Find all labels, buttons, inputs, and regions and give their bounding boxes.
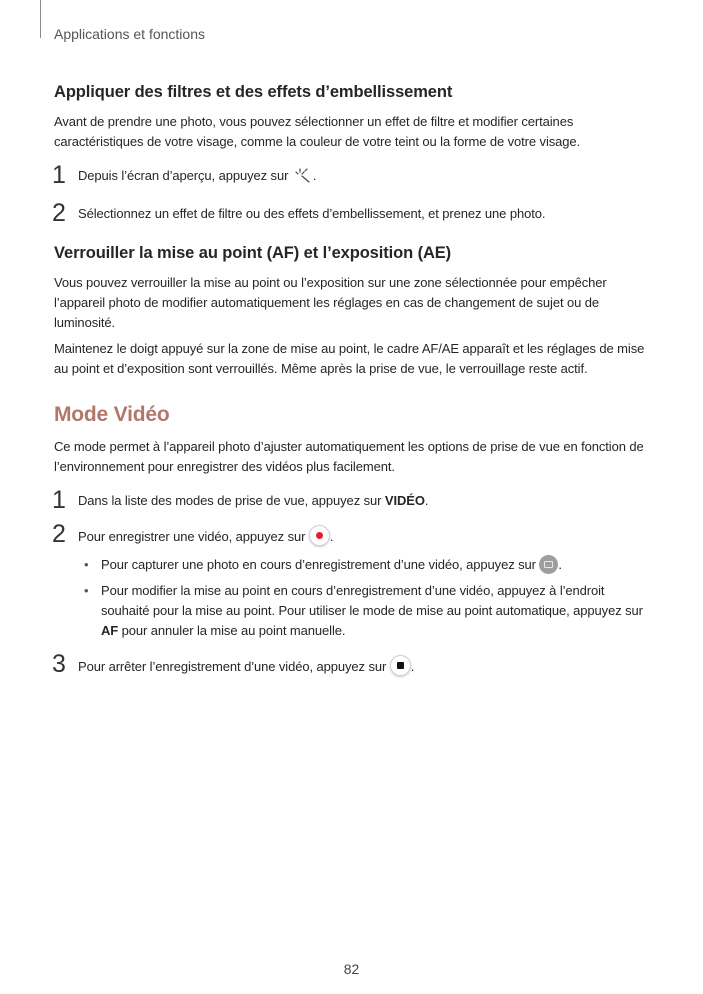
step-text-after: .: [424, 493, 429, 508]
filters-intro: Avant de prendre une photo, vous pouvez sélectionner un effet de filtre et modifier certaines caractéristiques de votre visage, comme la couleur de votre teint ou la forme de votre visage.: [54, 114, 581, 149]
step-number: 2: [52, 520, 66, 548]
section-heading-filters: Appliquer des filtres et des effets d’embellissement: [54, 83, 453, 101]
step-text: [78, 489, 428, 511]
step-number: 1: [52, 486, 66, 514]
filters-step-2: [52, 199, 649, 227]
camera-icon: [544, 561, 553, 568]
video-step-2-bullets: [80, 555, 649, 641]
filters-step-1: [52, 161, 649, 190]
step-text: [78, 164, 316, 190]
bullet-focus: [80, 581, 649, 641]
step-text-before: Pour enregistrer une vidéo, appuyez sur: [78, 529, 306, 544]
step-number: 2: [52, 199, 66, 227]
step-text-after: .: [410, 659, 415, 674]
step-text-before: Pour arrêter l’enregistrement d’une vidéo, appuyez sur: [78, 659, 387, 674]
stop-button-icon: [390, 655, 411, 676]
page-number: 82: [343, 961, 360, 977]
bullet-text-after: pour annuler la mise au point manuelle.: [121, 623, 346, 638]
bullet-dot: •: [84, 583, 89, 598]
record-dot-icon: [316, 532, 323, 539]
bullet-text-before: Pour capturer une photo en cours d’enregistrement d’une vidéo, appuyez sur: [101, 557, 536, 572]
video-step-1: [52, 486, 649, 514]
video-step-3: [52, 650, 649, 678]
step-text: Sélectionnez un effet de filtre ou des effets d’embellissement, et prenez une photo.: [78, 206, 546, 221]
video-step-2: [52, 520, 649, 548]
step-number: 1: [52, 161, 66, 189]
step-text-before: Depuis l’écran d’aperçu, appuyez sur: [78, 168, 289, 183]
bullet-text-after: .: [558, 557, 562, 572]
video-mode-label: VIDÉO: [384, 493, 425, 508]
mode-video-intro: Ce mode permet à l’appareil photo d’ajuster automatiquement les options de prise de vue en fonction de l’environnement pour enregistrer des vidéos plus facilement.: [54, 439, 644, 474]
stop-square-icon: [397, 662, 404, 669]
step-text-after: .: [329, 529, 334, 544]
bullet-dot: •: [84, 557, 89, 572]
step-text-before: Dans la liste des modes de prise de vue, appuyez sur: [78, 493, 382, 508]
page-margin-rule: [40, 0, 41, 38]
mode-video-heading: Mode Vidéo: [54, 403, 170, 426]
step-number: 3: [52, 650, 66, 678]
beauty-filter-icon: [294, 167, 311, 190]
capture-button-icon: [539, 555, 558, 574]
step-text: [78, 653, 414, 677]
bullet-capture-photo: [80, 555, 649, 575]
section-heading-af-ae: Verrouiller la mise au point (AF) et l’exposition (AE): [54, 244, 452, 262]
step-text-after: .: [312, 168, 317, 183]
af-label: AF: [101, 623, 119, 638]
record-button-icon: [309, 525, 330, 546]
af-ae-paragraph-2: Maintenez le doigt appuyé sur la zone de mise au point, le cadre AF/AE apparaît et les réglages de mise au point et d’exposition sont verrouillés. Même après la prise de vue, le verrouillage reste actif.: [54, 341, 645, 376]
step-text: [78, 523, 333, 547]
running-header: Applications et fonctions: [54, 26, 205, 42]
af-ae-paragraph-1: Vous pouvez verrouiller la mise au point ou l’exposition sur une zone sélectionnée pour empêcher l’appareil photo de modifier automatiquement les réglages en cas de changement de sujet ou de luminosité.: [54, 275, 607, 330]
bullet-text-before: Pour modifier la mise au point en cours d’enregistrement d’une vidéo, appuyez à l’endroit souhaité pour la mise au point. Pour utiliser le mode de mise au point automatique, appuyez sur: [101, 583, 643, 618]
page-content: [54, 83, 649, 677]
